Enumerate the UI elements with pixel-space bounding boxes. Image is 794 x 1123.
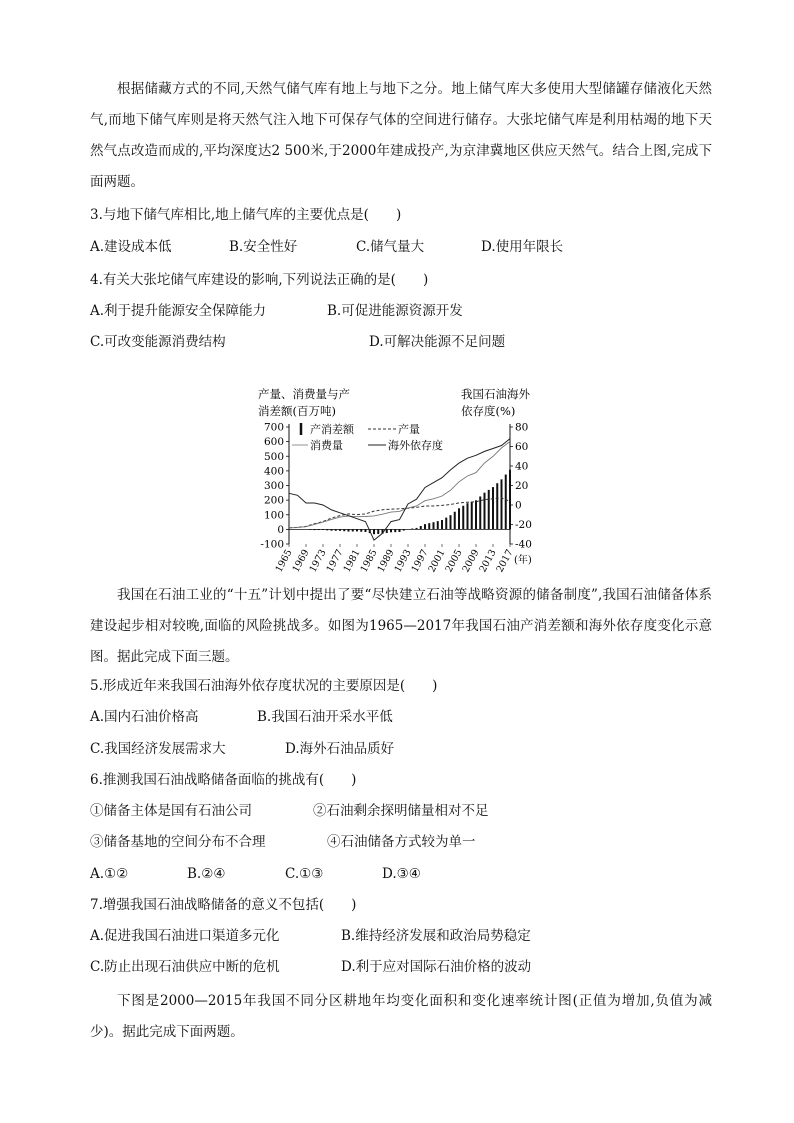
gap-bar	[479, 496, 481, 529]
q3-option-b[interactable]: B.安全性好	[229, 239, 298, 255]
intro-paragraph-2: 我国在石油工业的“十五”计划中提出了要“尽快建立石油等战略资源的储备制度”,我国石油储备体系建设起步相对较晚,面临的风险挑战多。如图为1965—2017年我国石油产消差额和海外依存度变化示意图。据此完成下面三题。	[90, 587, 712, 665]
q7-option-d[interactable]: D.利于应对国际石油价格的波动	[341, 959, 532, 975]
gap-bar	[394, 529, 396, 532]
right-tick-label: 80	[515, 421, 529, 434]
right-tick-label: 20	[515, 480, 529, 492]
gap-bar	[335, 529, 337, 530]
x-tick-label: 2013	[477, 547, 499, 575]
gap-bar	[420, 526, 422, 529]
q5-option-b[interactable]: B.我国石油开采水平低	[257, 709, 393, 725]
question-6-stem: 6.推测我国石油战略储备面临的挑战有( )	[90, 772, 357, 788]
left-tick-label: 100	[263, 509, 284, 522]
q6-statement-3: ③储备基地的空间分布不合理	[90, 834, 266, 850]
q3-option-d[interactable]: D.使用年限长	[481, 239, 564, 255]
x-tick-label: 1981	[341, 547, 363, 575]
gap-bar	[496, 483, 498, 529]
gap-bar	[462, 506, 464, 530]
x-tick-label: 1969	[290, 547, 312, 575]
left-tick-label: 500	[263, 450, 284, 463]
right-axis-title-1: 我国石油海外	[461, 387, 530, 401]
x-tick-label: 2001	[426, 547, 448, 575]
gap-bar	[360, 529, 362, 531]
gap-bar	[309, 529, 311, 530]
gap-bar	[326, 529, 328, 530]
oil-chart	[0, 378, 794, 578]
left-tick-label: 200	[263, 494, 284, 507]
gap-bar	[492, 487, 494, 529]
q6-statement-4: ④石油储备方式较为单一	[327, 834, 476, 850]
gap-bar	[343, 529, 345, 531]
gap-bar	[352, 529, 354, 531]
q6-option-d[interactable]: D.③④	[382, 866, 421, 882]
gap-bar	[331, 529, 333, 530]
question-5-stem: 5.形成近年来我国石油海外依存度状况的主要原因是( )	[90, 678, 438, 694]
gap-bar	[416, 528, 418, 529]
gap-bar	[318, 529, 320, 530]
left-axis-title-1: 产量、消费量与产	[258, 387, 350, 401]
q3-option-c[interactable]: C.储气量大	[356, 239, 425, 255]
gap-bar	[322, 529, 324, 530]
legend-dependency: 海外依存度	[388, 439, 443, 452]
gap-bar	[454, 512, 456, 530]
q4-option-c[interactable]: C.可改变能源消费结构	[90, 334, 226, 350]
question-4-stem: 4.有关大张坨储气库建设的影响,下列说法正确的是( )	[90, 272, 429, 288]
right-tick-label: 40	[515, 460, 529, 473]
x-tick-label: 1965	[273, 547, 295, 575]
right-tick-label: 60	[515, 441, 529, 453]
gap-bar	[509, 470, 511, 530]
chart-legend	[292, 422, 443, 452]
left-tick-label: 400	[263, 465, 284, 478]
x-tick-label: 1973	[307, 547, 329, 575]
left-tick-label: 0	[277, 523, 284, 536]
q6-option-a[interactable]: A.①②	[90, 866, 129, 882]
q5-option-a[interactable]: A.国内石油价格高	[90, 709, 199, 725]
x-tick-label: 2005	[443, 547, 465, 575]
gap-bar	[450, 515, 452, 529]
q5-option-c[interactable]: C.我国经济发展需求大	[90, 741, 226, 757]
left-tick-label: 700	[263, 421, 284, 434]
right-axis-title-2: 依存度(%)	[461, 404, 516, 418]
gap-bar	[433, 522, 435, 529]
gap-bar	[484, 493, 486, 530]
right-tick-label: -20	[515, 519, 532, 531]
gap-bar	[488, 490, 490, 529]
q7-option-a[interactable]: A.促进我国石油进口渠道多元化	[90, 928, 280, 944]
gap-bar	[356, 529, 358, 531]
gap-bar	[314, 529, 316, 530]
q4-option-a[interactable]: A.利于提升能源安全保障能力	[90, 303, 267, 319]
gap-bar	[399, 529, 401, 532]
q7-option-b[interactable]: B.维持经济发展和政治局势稳定	[341, 928, 531, 944]
gap-bar	[467, 503, 469, 529]
left-tick-label: -100	[260, 538, 284, 551]
x-unit-label: (年)	[514, 555, 532, 566]
q6-option-b[interactable]: B.②④	[187, 866, 226, 882]
gap-bar	[501, 479, 503, 529]
q4-option-b[interactable]: B.可促进能源资源开发	[327, 303, 463, 319]
gap-bar	[348, 529, 350, 531]
left-tick-label: 600	[263, 436, 284, 449]
x-tick-label: 1977	[324, 547, 346, 575]
x-tick-label: 1997	[409, 547, 431, 575]
q6-option-c[interactable]: C.①③	[285, 866, 324, 882]
gap-bar	[386, 529, 388, 533]
x-tick-label: 1993	[392, 547, 414, 575]
gap-bar	[339, 529, 341, 530]
gap-bar	[441, 520, 443, 529]
gap-bar	[458, 508, 460, 529]
gap-bar	[505, 475, 507, 530]
q7-option-c[interactable]: C.防止出现石油供应中断的危机	[90, 959, 280, 975]
gap-bar	[390, 529, 392, 532]
left-tick-label: 300	[263, 480, 284, 492]
gap-bar	[428, 523, 430, 529]
gap-bar	[424, 524, 426, 529]
q4-option-d[interactable]: D.可解决能源不足问题	[369, 334, 506, 350]
right-tick-label: -40	[515, 538, 532, 551]
left-axis-title-2: 消差额(百万吨)	[258, 404, 336, 418]
gap-bar	[437, 521, 439, 529]
intro-paragraph-1: 根据储藏方式的不同,天然气储气库有地上与地下之分。地上储气库大多使用大型储罐存储液化天然气,而地下储气库则是将天然气注入地下可保存气体的空间进行储存。大张坨储气库是利用枯竭的地下天然气点改造而成的,平均深度达2 500米,于2000年建成投产,为京津冀地区供应天然气。结合上图,完成下面两题。	[90, 81, 712, 190]
x-tick-label: 2017	[494, 547, 516, 575]
gap-bar	[373, 529, 375, 534]
gap-bar	[475, 500, 477, 529]
x-tick-label: 2009	[460, 547, 482, 575]
x-tick-label: 1989	[375, 547, 397, 575]
question-7-stem: 7.增强我国石油战略储备的意义不包括( )	[90, 897, 357, 913]
q6-statement-1: ①储备主体是国有石油公司	[90, 803, 252, 819]
gap-bar	[411, 528, 413, 529]
gap-bar	[403, 529, 405, 530]
legend-consumption: 消费量	[310, 439, 343, 452]
q3-option-a[interactable]: A.建设成本低	[90, 239, 172, 255]
question-3-stem: 3.与地下储气库相比,地上储气库的主要优点是( )	[90, 207, 402, 223]
x-tick-label: 1985	[358, 547, 380, 575]
q6-statement-2: ②石油剩余探明储量相对不足	[313, 803, 489, 819]
gap-bar	[445, 518, 447, 530]
legend-production: 产量	[398, 423, 420, 436]
intro-paragraph-3: 下图是2000—2015年我国不同分区耕地年均变化面积和变化速率统计图(正值为增加,负值为减少)。据此完成下面两题。	[90, 993, 712, 1040]
gap-bar	[471, 502, 473, 530]
right-tick-label: 0	[515, 499, 522, 512]
gap-bar	[377, 529, 379, 534]
legend-gap: 产消差额	[310, 423, 354, 436]
q5-option-d[interactable]: D.海外石油品质好	[285, 741, 395, 757]
gap-bar	[365, 529, 367, 532]
